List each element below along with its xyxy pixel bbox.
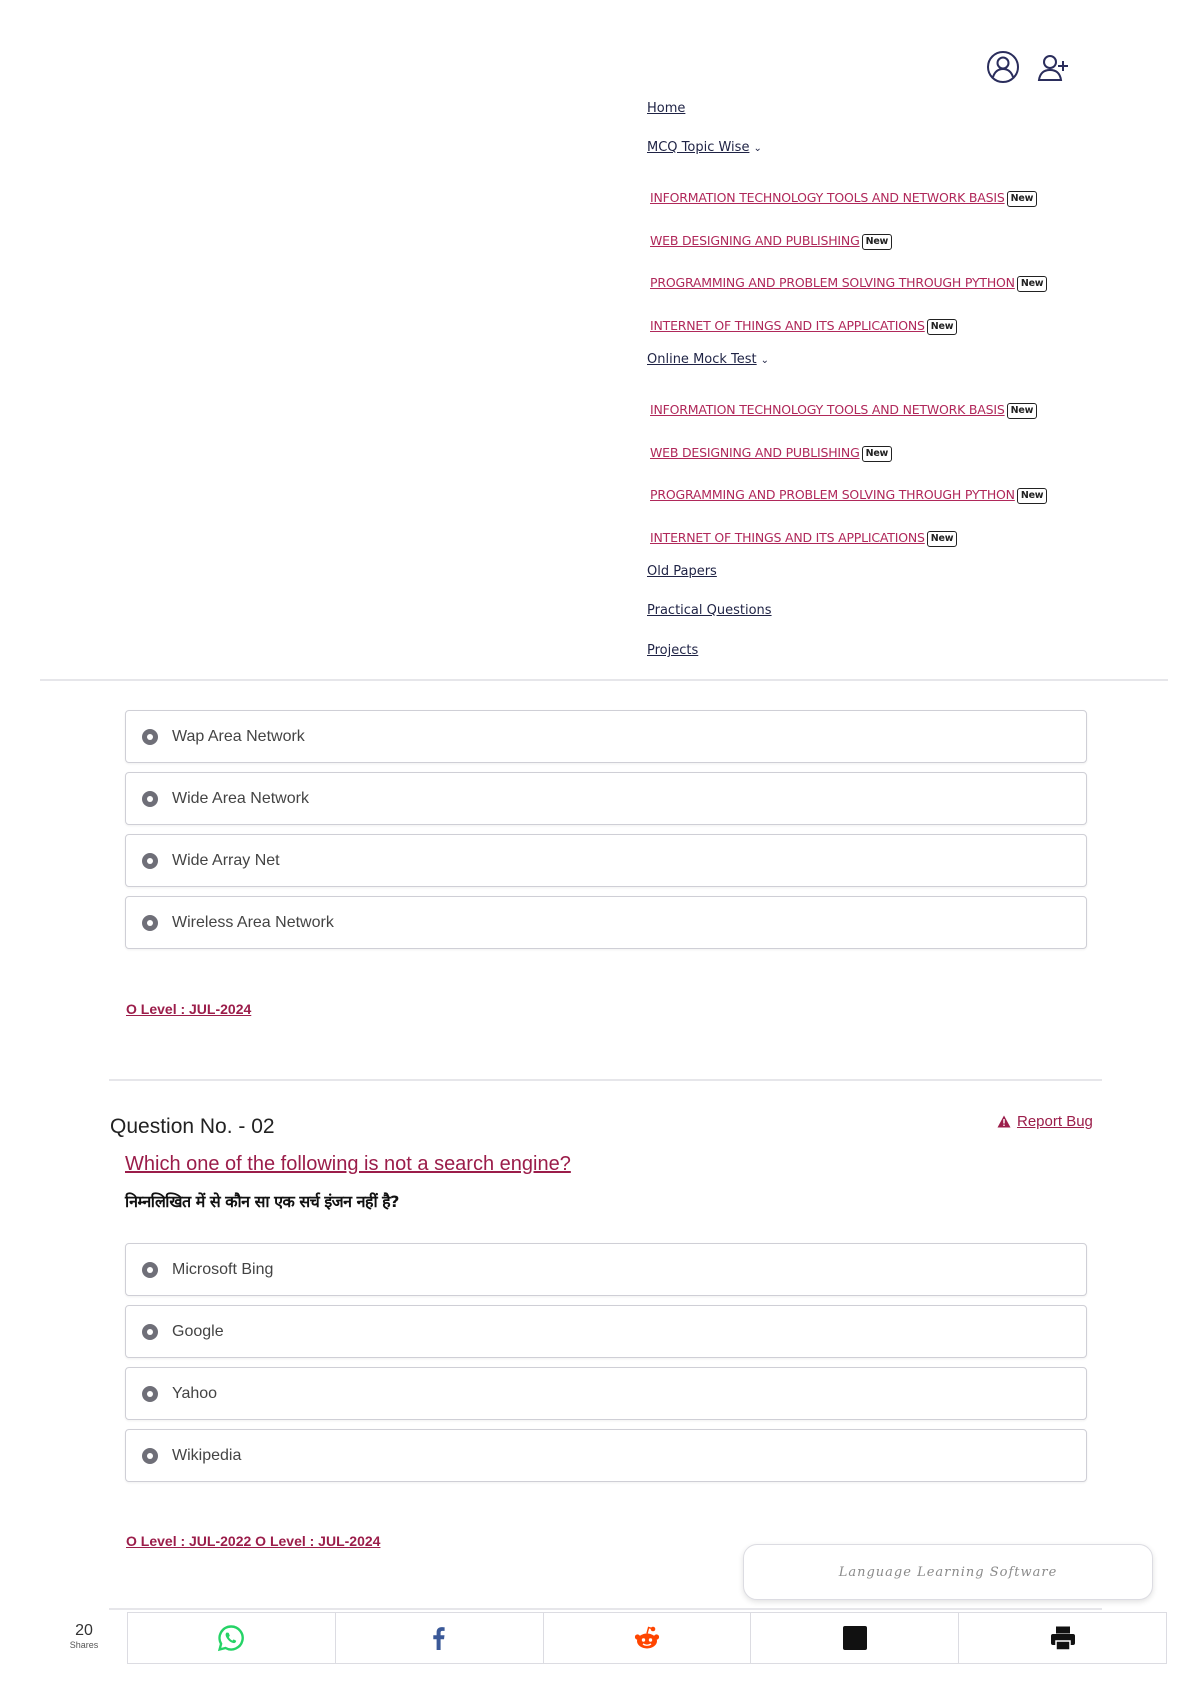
nav-mcq-topic-wise-label: MCQ Topic Wise <box>647 140 750 155</box>
option-1[interactable] <box>125 1243 1087 1296</box>
mcq-item-label: INFORMATION TECHNOLOGY TOOLS AND NETWORK BASIS <box>650 190 1005 205</box>
share-whatsapp-button[interactable] <box>127 1612 335 1664</box>
nav-projects[interactable]: Projects <box>647 643 699 658</box>
share-facebook-button[interactable] <box>335 1612 543 1664</box>
question-divider <box>109 1079 1102 1081</box>
option-2[interactable] <box>125 772 1087 825</box>
chevron-down-icon: ⌄ <box>760 355 770 366</box>
radio-icon <box>142 1262 158 1278</box>
nav-practical-questions[interactable]: Practical Questions <box>647 603 772 618</box>
new-badge: New <box>1007 191 1038 207</box>
share-reddit-button[interactable] <box>543 1612 751 1664</box>
reddit-icon <box>633 1624 661 1652</box>
option-label: Wikipedia <box>172 1446 242 1464</box>
mcq-item-it-tools[interactable] <box>650 190 1037 207</box>
exam-tags-link[interactable]: O Level : JUL-2024 <box>126 1001 252 1017</box>
language-learning-ad[interactable] <box>743 1544 1153 1600</box>
option-label: Wireless Area Network <box>172 913 334 931</box>
radio-icon <box>142 1386 158 1402</box>
radio-icon <box>142 915 158 931</box>
mock-item-label: INFORMATION TECHNOLOGY TOOLS AND NETWORK BASIS <box>650 402 1005 417</box>
new-badge: New <box>1007 403 1038 419</box>
question-text-hindi: निम्नलिखित में से कौन सा एक सर्च इंजन नहीं है? <box>125 1192 399 1211</box>
option-label: Microsoft Bing <box>172 1260 274 1278</box>
share-bar <box>127 1612 1167 1664</box>
warning-icon <box>997 1115 1011 1128</box>
new-badge: New <box>1017 488 1048 504</box>
question-number: Question No. - 02 <box>110 1115 275 1138</box>
mock-item-it-tools[interactable] <box>650 402 1037 419</box>
new-badge: New <box>862 446 893 462</box>
new-badge: New <box>927 531 958 547</box>
mock-item-label: INTERNET OF THINGS AND ITS APPLICATIONS <box>650 530 925 545</box>
user-account-button[interactable] <box>986 50 1020 84</box>
mock-item-python[interactable] <box>650 487 1047 504</box>
user-circle-icon <box>986 50 1020 84</box>
share-count-label: Shares <box>69 1640 99 1650</box>
nav-online-mock-test-label: Online Mock Test <box>647 352 757 367</box>
option-1[interactable] <box>125 710 1087 763</box>
question-text-english: Which one of the following is not a search engine? <box>125 1153 571 1175</box>
print-button[interactable] <box>958 1612 1167 1664</box>
mock-item-label: PROGRAMMING AND PROBLEM SOLVING THROUGH PYTHON <box>650 487 1015 502</box>
exam-tags-link[interactable]: O Level : JUL-2022 O Level : JUL-2024 <box>126 1533 381 1549</box>
new-badge: New <box>1017 276 1048 292</box>
mock-item-web-designing[interactable] <box>650 445 892 462</box>
facebook-icon <box>425 1624 453 1652</box>
option-2[interactable] <box>125 1305 1087 1358</box>
mcq-item-label: PROGRAMMING AND PROBLEM SOLVING THROUGH PYTHON <box>650 275 1015 290</box>
mcq-item-web-designing[interactable] <box>650 233 892 250</box>
chevron-down-icon: ⌄ <box>753 143 762 154</box>
option-label: Wap Area Network <box>172 727 305 745</box>
radio-icon <box>142 791 158 807</box>
option-4[interactable] <box>125 1429 1087 1482</box>
mcq-item-iot[interactable] <box>650 318 957 335</box>
print-icon <box>1049 1624 1077 1652</box>
radio-icon <box>142 853 158 869</box>
mcq-item-label: WEB DESIGNING AND PUBLISHING <box>650 233 860 248</box>
new-badge: New <box>862 234 893 250</box>
mock-item-label: WEB DESIGNING AND PUBLISHING <box>650 445 860 460</box>
nav-mcq-topic-wise[interactable] <box>647 140 762 155</box>
radio-icon <box>142 1324 158 1340</box>
option-label: Yahoo <box>172 1384 218 1402</box>
option-label: Wide Area Network <box>172 789 309 807</box>
square-icon <box>841 1624 869 1652</box>
nav-old-papers[interactable]: Old Papers <box>647 564 717 579</box>
share-count-number: 20 <box>75 1622 93 1639</box>
header-divider <box>40 679 1168 681</box>
option-label: Google <box>172 1322 224 1340</box>
option-label: Wide Array Net <box>172 851 280 869</box>
mock-item-iot[interactable] <box>650 530 957 547</box>
option-4[interactable] <box>125 896 1087 949</box>
report-bug-label: Report Bug <box>1017 1113 1093 1130</box>
radio-icon <box>142 729 158 745</box>
register-button[interactable] <box>1036 50 1070 84</box>
share-count <box>62 1622 106 1650</box>
nav-online-mock-test[interactable] <box>647 352 769 367</box>
mcq-item-python[interactable] <box>650 275 1047 292</box>
option-3[interactable] <box>125 834 1087 887</box>
share-x-button[interactable] <box>750 1612 958 1664</box>
mcq-item-label: INTERNET OF THINGS AND ITS APPLICATIONS <box>650 318 925 333</box>
radio-icon <box>142 1448 158 1464</box>
whatsapp-icon <box>217 1624 245 1652</box>
report-bug-link[interactable] <box>997 1113 1093 1130</box>
user-plus-icon <box>1036 50 1070 84</box>
new-badge: New <box>927 319 958 335</box>
nav-home[interactable]: Home <box>647 101 686 116</box>
ad-text: Language Learning Software <box>838 1564 1058 1580</box>
option-3[interactable] <box>125 1367 1087 1420</box>
question-divider <box>109 1608 1102 1610</box>
